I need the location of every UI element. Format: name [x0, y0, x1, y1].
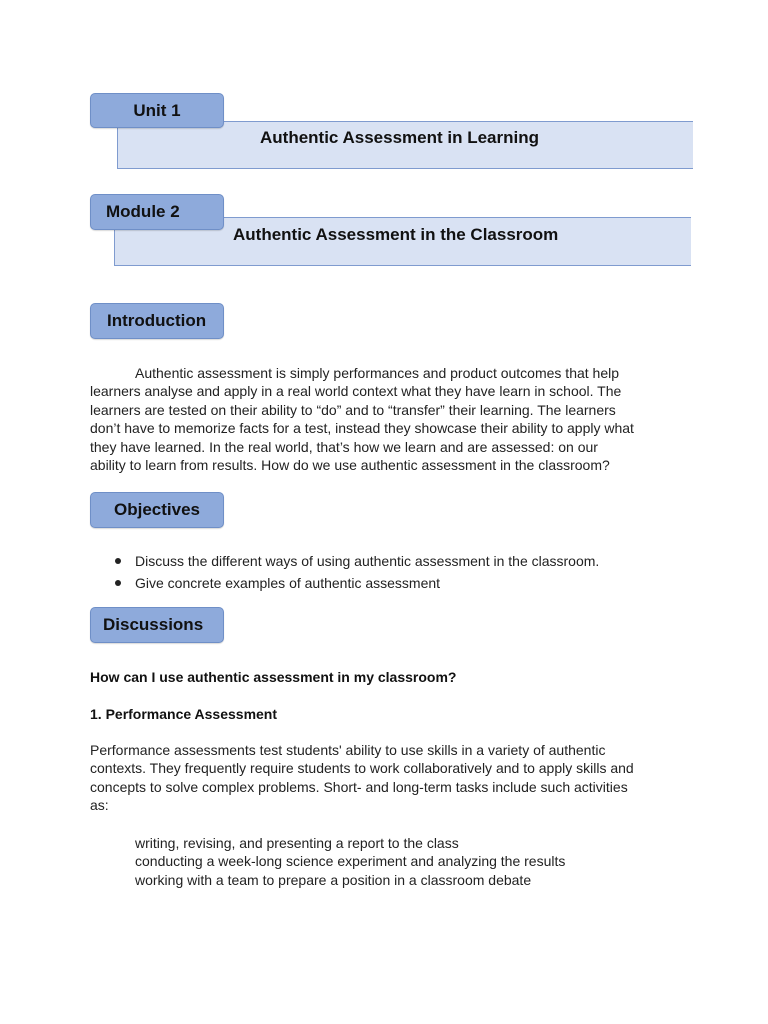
discussion-line: Performance assessments test students' ability to use skills in a variety of authentic [90, 742, 606, 758]
task-item: working with a team to prepare a position in a classroom debate [135, 871, 532, 888]
objective-item [90, 551, 710, 573]
introduction-line: don’t have to memorize facts for a test, instead they showcase their ability to apply what [90, 420, 634, 437]
performance-assessment-paragraph [90, 741, 730, 815]
performance-assessment-title: 1. Performance Assessment [90, 706, 278, 722]
introduction-line: they have learned. In the real world, that’s how we learn and are assessed: on our [90, 438, 598, 455]
task-item: conducting a week-long science experiment and analyzing the results [135, 853, 566, 870]
discussion-line: as: [90, 797, 109, 814]
introduction-line: Authentic assessment is simply performances and product outcomes that help [135, 365, 620, 381]
objective-item [90, 573, 710, 595]
objectives-list [90, 551, 710, 594]
discussions-heading-tab [90, 607, 224, 643]
unit-title: Authentic Assessment in Learning [260, 128, 539, 147]
discussion-line: concepts to solve complex problems. Short- and long-term tasks include such activities [90, 778, 628, 795]
task-list [135, 834, 565, 889]
discussions-heading: Discussions [103, 615, 204, 634]
objective-text: Give concrete examples of authentic assessment [135, 574, 441, 591]
module-tab-label: Module 2 [106, 202, 180, 221]
task-item: writing, revising, and presenting a report to the class [135, 835, 459, 851]
unit-tab-label: Unit 1 [133, 100, 181, 120]
introduction-line: ability to learn from results. How do we use authentic assessment in the classroom? [90, 457, 610, 474]
introduction-paragraph [90, 364, 730, 474]
introduction-line: learners analyse and apply in a real world context what they have learn in school. The [90, 383, 622, 400]
objectives-heading: Objectives [114, 500, 200, 519]
bullet-icon [115, 580, 121, 586]
bullet-icon [115, 558, 121, 564]
introduction-heading-tab [90, 303, 224, 339]
module-tab [90, 194, 224, 230]
unit-tab [90, 93, 224, 128]
objectives-heading-tab [90, 492, 224, 528]
discussion-question: How can I use authentic assessment in my classroom? [90, 669, 457, 685]
introduction-line: learners are tested on their ability to “do” and to “transfer” their learning. The learners [90, 401, 616, 418]
introduction-heading: Introduction [107, 311, 207, 330]
discussion-line: contexts. They frequently require students to work collaboratively and to apply skills and [90, 760, 634, 777]
objective-text: Discuss the different ways of using authentic assessment in the classroom. [135, 553, 600, 569]
module-title: Authentic Assessment in the Classroom [233, 225, 559, 244]
